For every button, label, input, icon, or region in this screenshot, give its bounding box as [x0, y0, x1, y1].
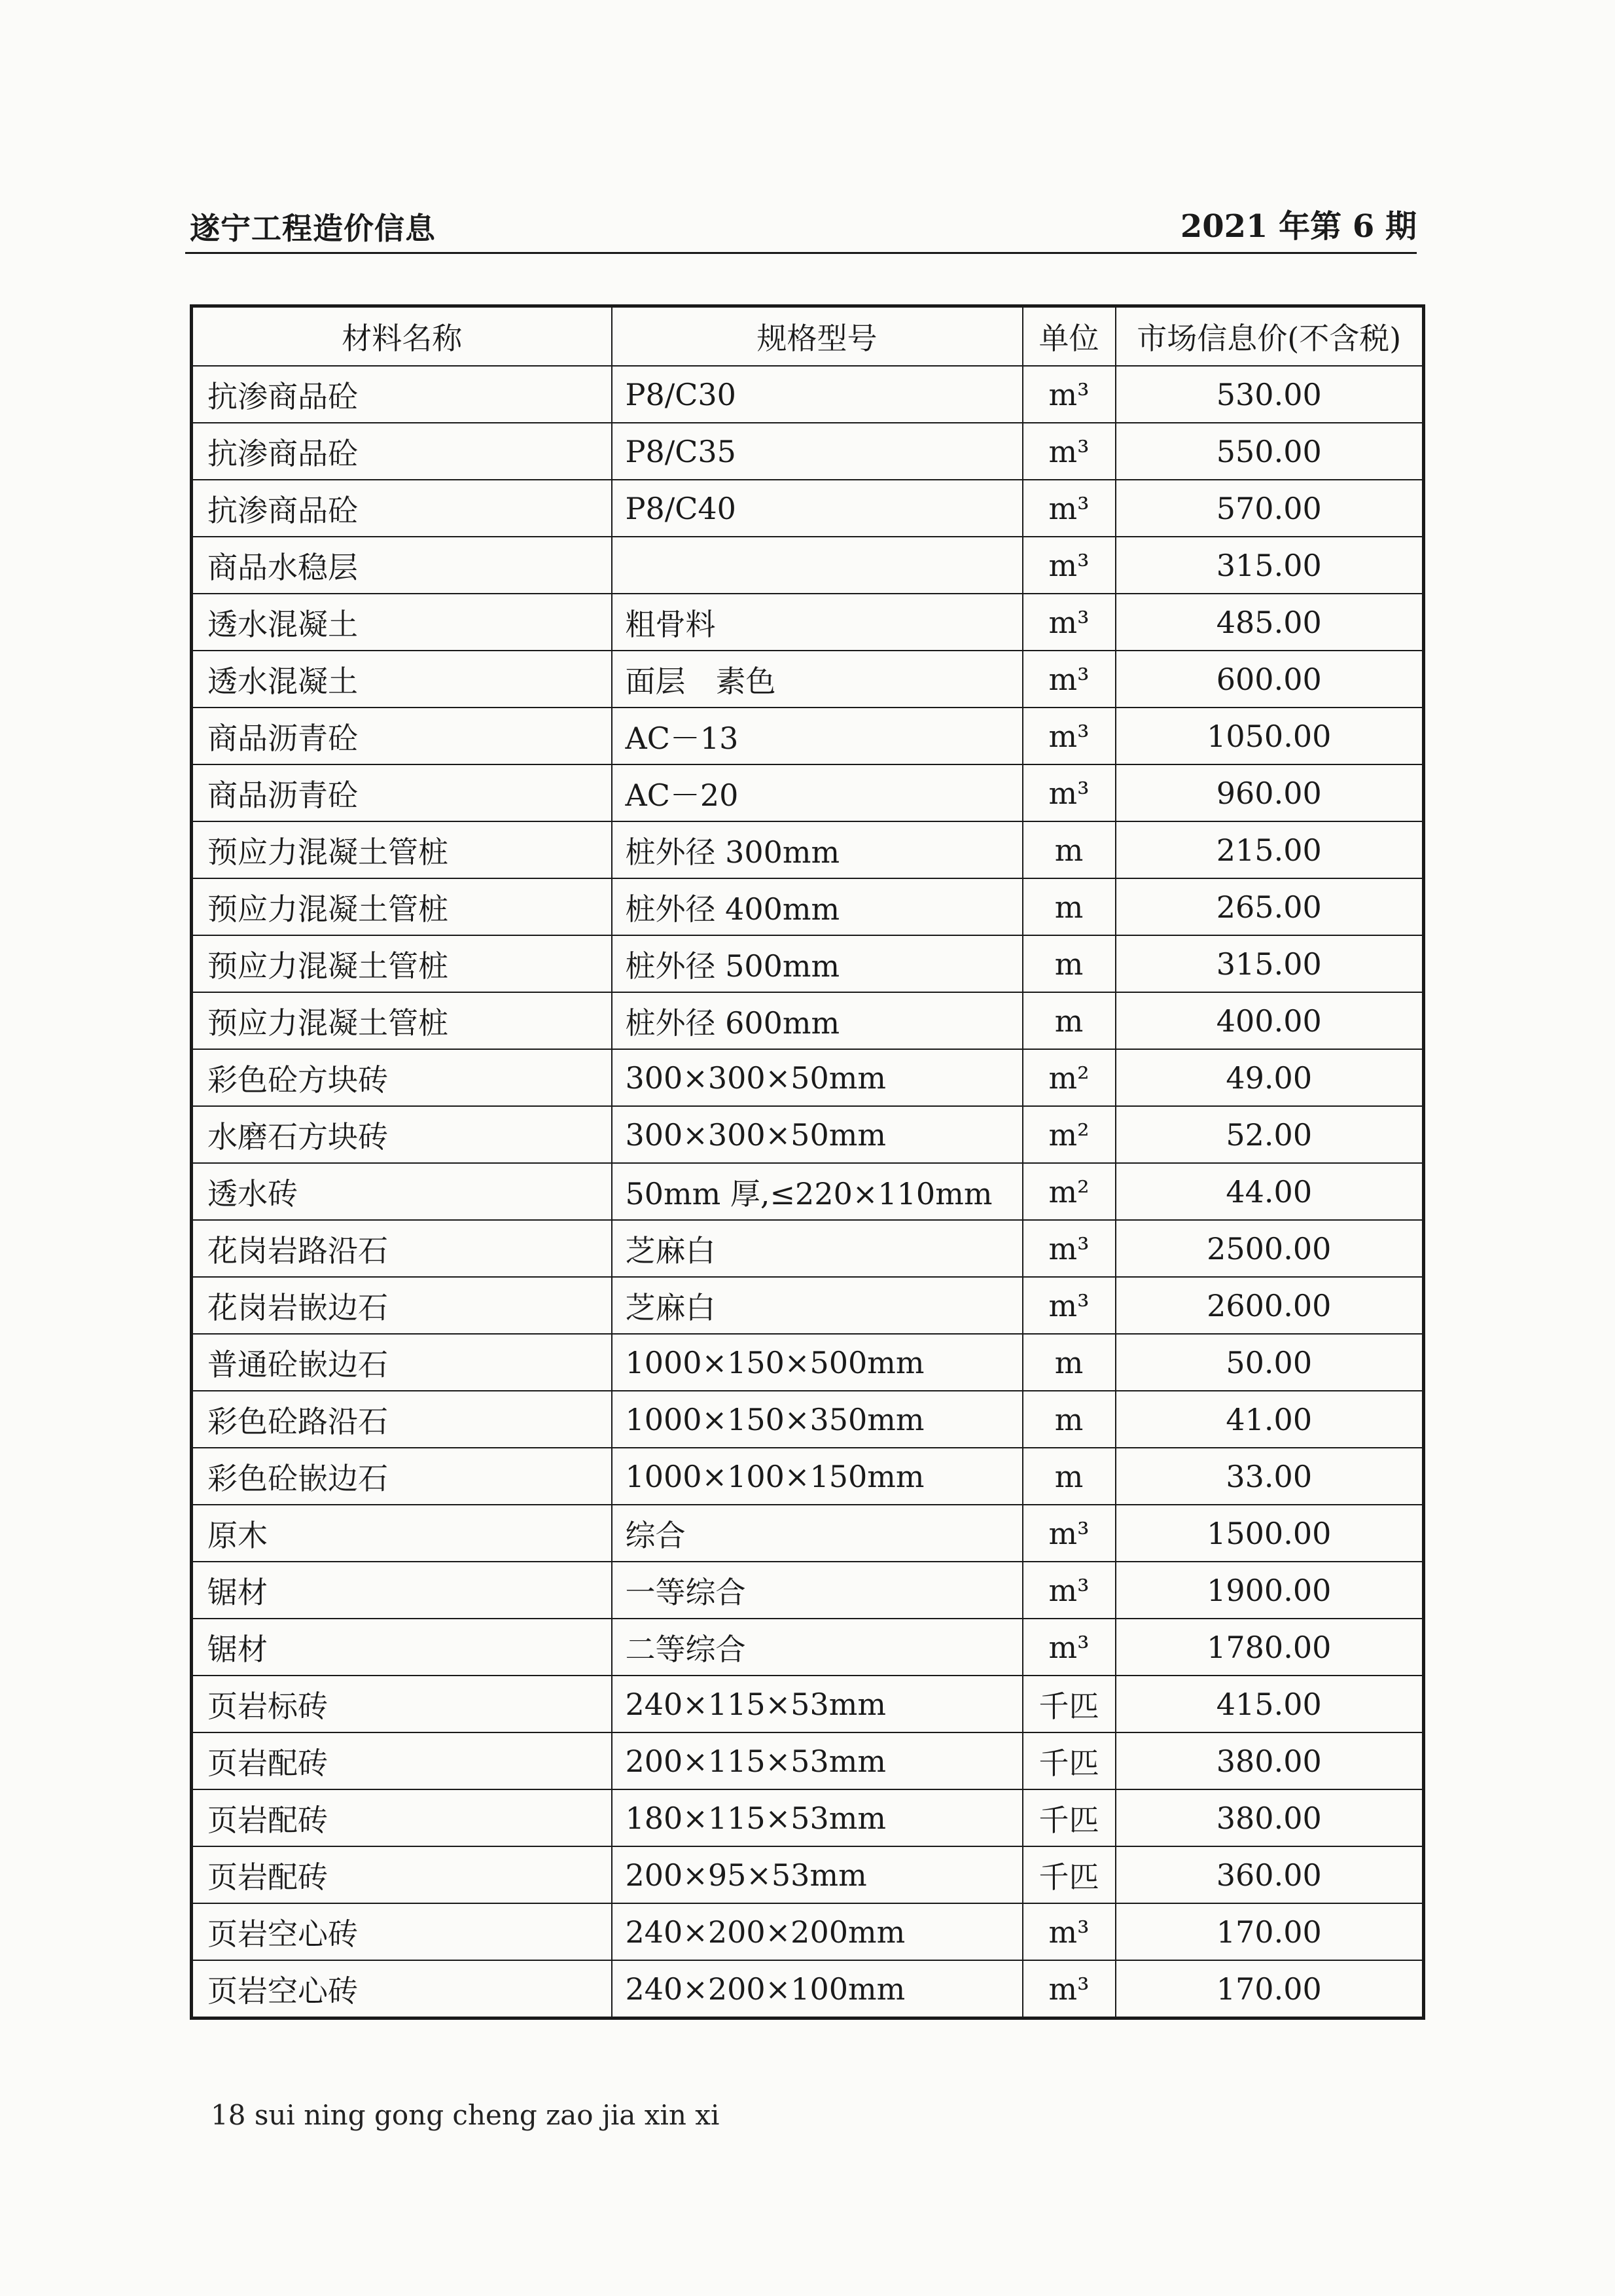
issue-label: 2021 年第 6 期	[1180, 208, 1417, 245]
table-row	[192, 1846, 1424, 1903]
spec-cell: 桩外径 300mm	[612, 821, 1023, 878]
table-row	[192, 366, 1424, 423]
material-name-cell: 原木	[192, 1505, 612, 1562]
spec-cell: P8/C35	[612, 423, 1023, 480]
table-row	[192, 1334, 1424, 1391]
page-header	[190, 193, 1417, 252]
material-name-cell: 锯材	[192, 1562, 612, 1619]
spec-cell: 综合	[612, 1505, 1023, 1562]
table-row	[192, 1220, 1424, 1277]
spec-cell: P8/C40	[612, 480, 1023, 537]
material-name-cell: 页岩空心砖	[192, 1903, 612, 1960]
unit-cell: m	[1023, 878, 1116, 935]
price-cell: 1500.00	[1116, 1505, 1424, 1562]
table-row	[192, 1277, 1424, 1334]
spec-cell: 一等综合	[612, 1562, 1023, 1619]
unit-cell: m³	[1023, 1903, 1116, 1960]
price-cell: 2600.00	[1116, 1277, 1424, 1334]
table-row	[192, 594, 1424, 651]
table-row	[192, 992, 1424, 1049]
table-row	[192, 1562, 1424, 1619]
material-name-cell: 花岗岩嵌边石	[192, 1277, 612, 1334]
price-cell: 380.00	[1116, 1732, 1424, 1789]
table-row	[192, 878, 1424, 935]
price-cell: 600.00	[1116, 651, 1424, 708]
spec-cell: 200×95×53mm	[612, 1846, 1023, 1903]
price-cell: 2500.00	[1116, 1220, 1424, 1277]
price-cell: 215.00	[1116, 821, 1424, 878]
spec-cell: 240×200×200mm	[612, 1903, 1023, 1960]
footer-pinyin: sui ning gong cheng zao jia xin xi	[254, 2099, 720, 2131]
material-name-cell: 页岩标砖	[192, 1676, 612, 1732]
unit-cell: m³	[1023, 1277, 1116, 1334]
material-name-cell: 预应力混凝土管桩	[192, 878, 612, 935]
price-cell: 33.00	[1116, 1448, 1424, 1505]
table-row	[192, 537, 1424, 594]
price-cell: 960.00	[1116, 764, 1424, 821]
table-row	[192, 1619, 1424, 1676]
spec-cell: 二等综合	[612, 1619, 1023, 1676]
table-row	[192, 1391, 1424, 1448]
spec-cell: 桩外径 600mm	[612, 992, 1023, 1049]
unit-cell: m	[1023, 1334, 1116, 1391]
material-name-cell: 花岗岩路沿石	[192, 1220, 612, 1277]
publication-title: 遂宁工程造价信息	[190, 211, 436, 246]
column-header-material-name: 材料名称	[192, 306, 612, 367]
unit-cell: m³	[1023, 651, 1116, 708]
table-row	[192, 1960, 1424, 2018]
material-name-cell: 页岩空心砖	[192, 1960, 612, 2018]
table-row	[192, 1106, 1424, 1163]
material-name-cell: 彩色砼方块砖	[192, 1049, 612, 1106]
table-body	[192, 366, 1424, 2018]
material-price-table	[190, 304, 1425, 2020]
spec-cell: 1000×150×350mm	[612, 1391, 1023, 1448]
spec-cell: 240×115×53mm	[612, 1676, 1023, 1732]
material-name-cell: 页岩配砖	[192, 1846, 612, 1903]
spec-cell: 1000×150×500mm	[612, 1334, 1023, 1391]
table-row	[192, 708, 1424, 764]
spec-cell: 桩外径 500mm	[612, 935, 1023, 992]
spec-cell: 50mm 厚,≤220×110mm	[612, 1163, 1023, 1220]
header-divider	[185, 252, 1417, 254]
material-name-cell: 商品水稳层	[192, 537, 612, 594]
unit-cell: m³	[1023, 1960, 1116, 2018]
price-cell: 530.00	[1116, 366, 1424, 423]
price-cell: 1900.00	[1116, 1562, 1424, 1619]
price-cell: 41.00	[1116, 1391, 1424, 1448]
price-cell: 170.00	[1116, 1960, 1424, 2018]
price-cell: 550.00	[1116, 423, 1424, 480]
material-name-cell: 水磨石方块砖	[192, 1106, 612, 1163]
spec-cell: 200×115×53mm	[612, 1732, 1023, 1789]
spec-cell: 芝麻白	[612, 1220, 1023, 1277]
column-header-price: 市场信息价(不含税)	[1116, 306, 1424, 367]
material-name-cell: 预应力混凝土管桩	[192, 935, 612, 992]
material-name-cell: 透水混凝土	[192, 651, 612, 708]
material-name-cell: 预应力混凝土管桩	[192, 992, 612, 1049]
table-row	[192, 764, 1424, 821]
unit-cell: m³	[1023, 1220, 1116, 1277]
unit-cell: m	[1023, 1391, 1116, 1448]
table-row	[192, 1163, 1424, 1220]
unit-cell: 千匹	[1023, 1789, 1116, 1846]
table-row	[192, 480, 1424, 537]
column-header-spec: 规格型号	[612, 306, 1023, 367]
unit-cell: m	[1023, 1448, 1116, 1505]
spec-cell: 180×115×53mm	[612, 1789, 1023, 1846]
unit-cell: m³	[1023, 480, 1116, 537]
table-row	[192, 1676, 1424, 1732]
material-name-cell: 页岩配砖	[192, 1732, 612, 1789]
column-header-unit: 单位	[1023, 306, 1116, 367]
table-row	[192, 1448, 1424, 1505]
material-name-cell: 抗渗商品砼	[192, 480, 612, 537]
unit-cell: m²	[1023, 1106, 1116, 1163]
material-name-cell: 透水砖	[192, 1163, 612, 1220]
unit-cell: m³	[1023, 1619, 1116, 1676]
price-cell: 380.00	[1116, 1789, 1424, 1846]
material-name-cell: 透水混凝土	[192, 594, 612, 651]
unit-cell: m	[1023, 992, 1116, 1049]
table-header-row	[192, 306, 1424, 367]
table-row	[192, 1789, 1424, 1846]
price-cell: 170.00	[1116, 1903, 1424, 1960]
unit-cell: m³	[1023, 1505, 1116, 1562]
table-row	[192, 1732, 1424, 1789]
table-row	[192, 1903, 1424, 1960]
table-row	[192, 821, 1424, 878]
price-cell: 1780.00	[1116, 1619, 1424, 1676]
spec-cell: AC－20	[612, 764, 1023, 821]
unit-cell: m³	[1023, 537, 1116, 594]
price-cell: 265.00	[1116, 878, 1424, 935]
unit-cell: m³	[1023, 366, 1116, 423]
price-cell: 315.00	[1116, 935, 1424, 992]
spec-cell: 1000×100×150mm	[612, 1448, 1023, 1505]
unit-cell: m	[1023, 821, 1116, 878]
spec-cell: AC－13	[612, 708, 1023, 764]
unit-cell: m³	[1023, 423, 1116, 480]
unit-cell: 千匹	[1023, 1846, 1116, 1903]
unit-cell: m³	[1023, 764, 1116, 821]
page-footer	[211, 2099, 719, 2131]
unit-cell: m²	[1023, 1163, 1116, 1220]
spec-cell: 面层 素色	[612, 651, 1023, 708]
material-name-cell: 普通砼嵌边石	[192, 1334, 612, 1391]
spec-cell: 粗骨料	[612, 594, 1023, 651]
spec-cell	[612, 537, 1023, 594]
spec-cell: 300×300×50mm	[612, 1106, 1023, 1163]
price-cell: 415.00	[1116, 1676, 1424, 1732]
material-name-cell: 彩色砼路沿石	[192, 1391, 612, 1448]
spec-cell: 240×200×100mm	[612, 1960, 1023, 2018]
price-cell: 50.00	[1116, 1334, 1424, 1391]
material-name-cell: 商品沥青砼	[192, 764, 612, 821]
table-row	[192, 1049, 1424, 1106]
material-name-cell: 页岩配砖	[192, 1789, 612, 1846]
material-name-cell: 预应力混凝土管桩	[192, 821, 612, 878]
unit-cell: 千匹	[1023, 1732, 1116, 1789]
price-cell: 485.00	[1116, 594, 1424, 651]
spec-cell: 300×300×50mm	[612, 1049, 1023, 1106]
price-cell: 49.00	[1116, 1049, 1424, 1106]
unit-cell: m³	[1023, 708, 1116, 764]
unit-cell: 千匹	[1023, 1676, 1116, 1732]
unit-cell: m³	[1023, 594, 1116, 651]
price-cell: 1050.00	[1116, 708, 1424, 764]
price-cell: 360.00	[1116, 1846, 1424, 1903]
material-name-cell: 抗渗商品砼	[192, 423, 612, 480]
spec-cell: P8/C30	[612, 366, 1023, 423]
table-row	[192, 1505, 1424, 1562]
material-name-cell: 彩色砼嵌边石	[192, 1448, 612, 1505]
material-name-cell: 锯材	[192, 1619, 612, 1676]
table-row	[192, 423, 1424, 480]
table-row	[192, 651, 1424, 708]
page-number: 18	[211, 2099, 246, 2131]
unit-cell: m³	[1023, 1562, 1116, 1619]
table-row	[192, 935, 1424, 992]
unit-cell: m²	[1023, 1049, 1116, 1106]
price-cell: 44.00	[1116, 1163, 1424, 1220]
spec-cell: 芝麻白	[612, 1277, 1023, 1334]
material-name-cell: 商品沥青砼	[192, 708, 612, 764]
price-cell: 315.00	[1116, 537, 1424, 594]
price-cell: 570.00	[1116, 480, 1424, 537]
material-name-cell: 抗渗商品砼	[192, 366, 612, 423]
unit-cell: m	[1023, 935, 1116, 992]
price-cell: 400.00	[1116, 992, 1424, 1049]
price-cell: 52.00	[1116, 1106, 1424, 1163]
spec-cell: 桩外径 400mm	[612, 878, 1023, 935]
